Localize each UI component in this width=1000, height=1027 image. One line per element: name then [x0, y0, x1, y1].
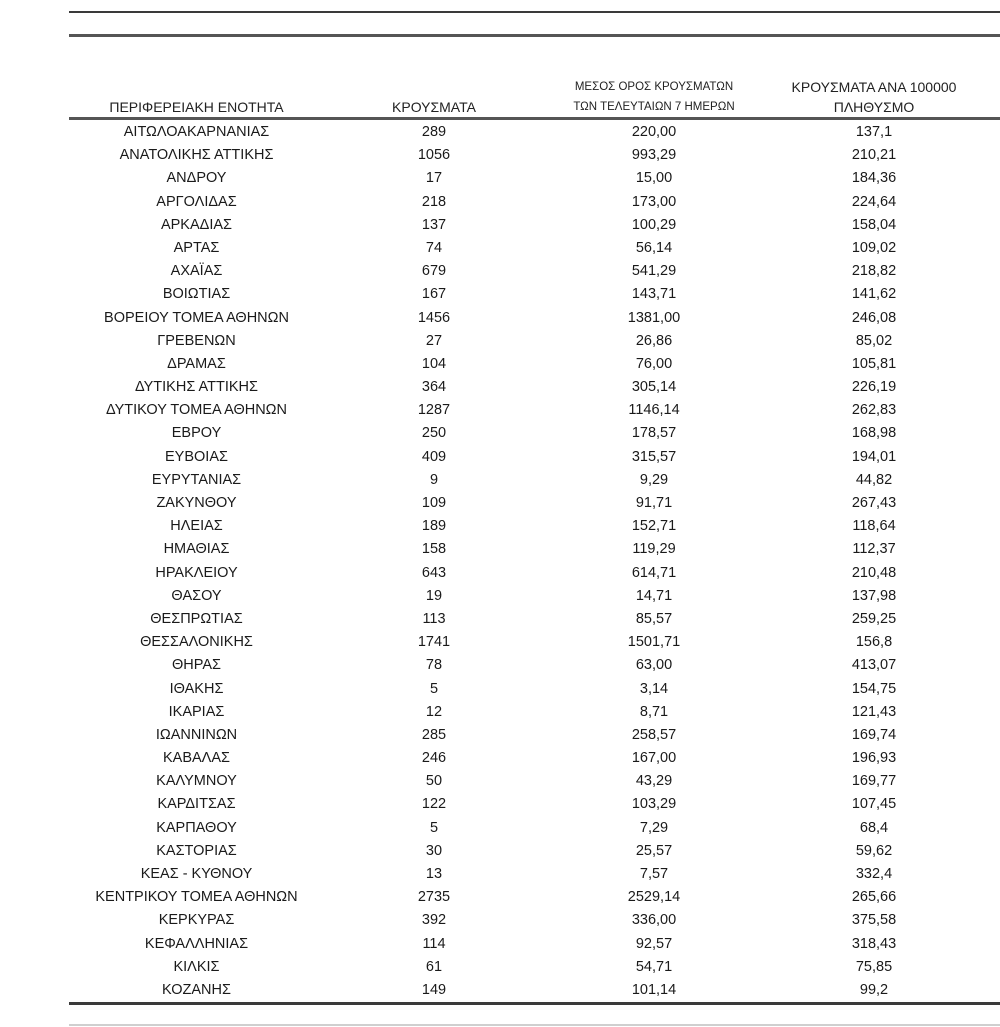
- cell-cases-per-100k: 210,48: [851, 564, 897, 581]
- cell-region: ΗΜΑΘΙΑΣ: [163, 541, 230, 558]
- cell-region: ΙΚΑΡΙΑΣ: [168, 703, 225, 720]
- cell-cases-per-100k: 194,01: [851, 448, 897, 465]
- cell-cases: 78: [425, 657, 443, 674]
- cell-cases: 5: [429, 680, 439, 697]
- cell-cases: 167: [421, 286, 447, 303]
- table-body: [69, 121, 1000, 1002]
- cell-region: ΘΕΣΣΑΛΟΝΙΚΗΣ: [140, 634, 253, 651]
- table-row: [69, 376, 1000, 399]
- cell-cases: 1056: [417, 147, 451, 164]
- cell-cases-per-100k: 226,19: [851, 379, 897, 396]
- table-row: [69, 608, 1000, 631]
- cell-cases-per-100k: 121,43: [851, 703, 897, 720]
- cell-cases-per-100k: 118,64: [852, 518, 896, 535]
- cell-cases-per-100k: 154,75: [851, 680, 897, 697]
- cell-cases-per-100k: 224,64: [851, 193, 897, 210]
- table-row: [69, 144, 1000, 167]
- cell-avg-7-days: 220,00: [631, 124, 677, 140]
- cell-avg-7-days: 7,57: [639, 866, 669, 882]
- table-row: [69, 283, 1000, 306]
- table-row: [69, 724, 1000, 747]
- cell-region: ΙΘΑΚΗΣ: [169, 680, 224, 697]
- cell-avg-7-days: 167,00: [631, 750, 677, 767]
- cell-cases: 27: [425, 332, 443, 349]
- cell-avg-7-days: 541,29: [631, 263, 677, 280]
- cell-region: ΕΥΡΥΤΑΝΙΑΣ: [151, 471, 242, 488]
- cell-cases-per-100k: 210,21: [851, 147, 897, 164]
- cell-region: ΔΥΤΙΚΗΣ ΑΤΤΙΚΗΣ: [135, 379, 258, 396]
- cell-region: ΚΕΦΑΛΛΗΝΙΑΣ: [144, 935, 249, 952]
- cell-region: ΚΑΒΑΛΑΣ: [162, 750, 230, 767]
- cell-avg-7-days: 258,57: [631, 726, 677, 743]
- cell-region: ΔΥΤΙΚΟΥ ΤΟΜΕΑ ΑΘΗΝΩΝ: [105, 402, 287, 419]
- cell-avg-7-days: 101,14: [631, 981, 677, 998]
- cell-region: ΗΡΑΚΛΕΙΟΥ: [155, 564, 238, 581]
- table-row: [69, 307, 1000, 330]
- table-row: [69, 330, 1000, 353]
- cell-cases: 250: [421, 425, 447, 442]
- cell-avg-7-days: 614,71: [631, 564, 677, 581]
- table-row: [69, 167, 1000, 190]
- cell-avg-7-days: 85,57: [635, 610, 673, 627]
- cell-cases: 113: [422, 610, 446, 627]
- cell-cases-per-100k: 246,08: [851, 309, 897, 326]
- cell-cases-per-100k: 168,98: [851, 425, 897, 442]
- table-row: [69, 121, 1000, 144]
- table-row: [69, 817, 1000, 840]
- table-row: [69, 956, 1000, 979]
- cell-region: ΚΙΛΚΙΣ: [173, 958, 220, 975]
- cell-cases: 218: [421, 193, 447, 210]
- cell-avg-7-days: 76,00: [635, 355, 673, 372]
- cell-avg-7-days: 25,57: [635, 842, 673, 859]
- table-row: [69, 909, 1000, 932]
- cell-cases-per-100k: 267,43: [851, 495, 897, 511]
- cell-region: ΚΕΑΣ - ΚΥΘΝΟΥ: [140, 866, 253, 882]
- cell-region: ΕΥΒΟΙΑΣ: [165, 448, 228, 465]
- cell-cases: 61: [425, 958, 443, 975]
- table-row: [69, 654, 1000, 677]
- cell-cases-per-100k: 107,45: [851, 796, 897, 813]
- header-underline: [69, 117, 1000, 120]
- table-row: [69, 886, 1000, 909]
- cell-region: ΚΟΖΑΝΗΣ: [162, 981, 231, 998]
- cell-cases: 246: [421, 750, 447, 767]
- header-cases-per-100k: [764, 77, 984, 117]
- cell-cases: 13: [425, 866, 443, 882]
- cell-region: ΕΒΡΟΥ: [171, 425, 222, 442]
- table-row: [69, 747, 1000, 770]
- cell-cases: 409: [421, 448, 447, 465]
- cell-avg-7-days: 100,29: [631, 216, 677, 233]
- cell-cases-per-100k: 265,66: [851, 889, 897, 906]
- cell-avg-7-days: 8,71: [639, 703, 669, 720]
- cell-region: ΘΗΡΑΣ: [172, 657, 221, 674]
- header-region: ΠΕΡΙΦΕΡΕΙΑΚΗ ΕΝΟΤΗΤΑ: [109, 99, 284, 115]
- cell-cases: 122: [421, 796, 447, 813]
- cell-cases-per-100k: 44,82: [855, 471, 893, 488]
- cell-cases-per-100k: 413,07: [851, 657, 897, 674]
- page-bottom-rule: [69, 1024, 1000, 1026]
- cell-cases: 50: [425, 773, 443, 790]
- cell-cases: 137: [421, 216, 447, 233]
- table-row: [69, 840, 1000, 863]
- table-header: [69, 70, 1000, 117]
- table-row: [69, 446, 1000, 469]
- cell-region: ΙΩΑΝΝΙΝΩΝ: [155, 726, 238, 743]
- cell-avg-7-days: 54,71: [635, 958, 673, 975]
- cell-cases-per-100k: 169,77: [851, 773, 897, 790]
- cell-avg-7-days: 1501,71: [627, 634, 681, 651]
- cell-region: ΚΑΛΥΜΝΟΥ: [156, 773, 237, 790]
- header-avg-line1: ΜΕΣΟΣ ΟΡΟΣ ΚΡΟΥΣΜΑΤΩΝ: [574, 81, 734, 93]
- cell-cases: 74: [425, 239, 443, 256]
- table-row: [69, 933, 1000, 956]
- table-row: [69, 492, 1000, 515]
- cell-region: ΚΕΡΚΥΡΑΣ: [158, 912, 235, 929]
- cell-cases: 289: [421, 124, 447, 140]
- cell-cases-per-100k: 262,83: [851, 402, 897, 419]
- cell-avg-7-days: 1381,00: [627, 309, 681, 326]
- table-row: [69, 422, 1000, 445]
- table-row: [69, 631, 1000, 654]
- cell-avg-7-days: 2529,14: [627, 889, 681, 906]
- cell-avg-7-days: 7,29: [639, 819, 669, 836]
- cell-cases-per-100k: 318,43: [851, 935, 897, 952]
- cell-region: ΚΑΡΠΑΘΟΥ: [156, 819, 237, 836]
- cell-region: ΑΝΔΡΟΥ: [166, 170, 227, 187]
- cell-avg-7-days: 43,29: [635, 773, 673, 790]
- cell-region: ΒΟΡΕΙΟΥ ΤΟΜΕΑ ΑΘΗΝΩΝ: [104, 309, 289, 326]
- table-row: [69, 515, 1000, 538]
- table-row: [69, 678, 1000, 701]
- cell-avg-7-days: 119,29: [632, 541, 676, 558]
- cell-cases: 1287: [417, 402, 451, 419]
- header-per100k-line2: ΠΛΗΘΥΣΜΟ: [833, 99, 915, 115]
- cell-avg-7-days: 143,71: [631, 286, 677, 303]
- cell-region: ΑΝΑΤΟΛΙΚΗΣ ΑΤΤΙΚΗΣ: [119, 147, 274, 164]
- table-row: [69, 562, 1000, 585]
- cell-region: ΘΑΣΟΥ: [171, 587, 222, 604]
- cell-cases-per-100k: 112,37: [852, 541, 896, 558]
- table-row: [69, 399, 1000, 422]
- cell-avg-7-days: 14,71: [635, 587, 673, 604]
- cell-cases: 5: [429, 819, 439, 836]
- cell-avg-7-days: 173,00: [631, 193, 677, 210]
- cell-avg-7-days: 315,57: [631, 448, 677, 465]
- cell-cases: 679: [421, 263, 447, 280]
- cell-cases: 109: [421, 495, 447, 511]
- cell-avg-7-days: 178,57: [631, 425, 677, 442]
- table-row: [69, 237, 1000, 260]
- cell-cases-per-100k: 375,58: [851, 912, 897, 929]
- cell-cases-per-100k: 259,25: [851, 610, 897, 627]
- cell-region: ΑΡΚΑΔΙΑΣ: [160, 216, 233, 233]
- table-row: [69, 353, 1000, 376]
- cell-cases: 189: [421, 518, 447, 535]
- cell-avg-7-days: 103,29: [631, 796, 677, 813]
- cell-avg-7-days: 92,57: [635, 935, 673, 952]
- cell-cases-per-100k: 184,36: [851, 170, 897, 187]
- cell-cases: 1741: [417, 634, 451, 651]
- cell-cases: 364: [421, 379, 447, 396]
- cell-region: ΓΡΕΒΕΝΩΝ: [157, 332, 236, 349]
- cell-cases-per-100k: 332,4: [855, 866, 893, 882]
- table-row: [69, 191, 1000, 214]
- cell-region: ΗΛΕΙΑΣ: [170, 518, 223, 535]
- table-row: [69, 260, 1000, 283]
- cell-cases: 1456: [417, 309, 451, 326]
- cell-cases-per-100k: 59,62: [855, 842, 893, 859]
- cell-cases: 30: [425, 842, 443, 859]
- table-top-rule: [69, 34, 1000, 37]
- header-avg-line2: ΤΩΝ ΤΕΛΕΥΤΑΙΩΝ 7 ΗΜΕΡΩΝ: [573, 101, 735, 113]
- table-row: [69, 585, 1000, 608]
- cell-cases-per-100k: 99,2: [859, 981, 889, 998]
- table-row: [69, 469, 1000, 492]
- cell-cases-per-100k: 169,74: [851, 726, 897, 743]
- cell-cases-per-100k: 141,62: [851, 286, 897, 303]
- cell-avg-7-days: 305,14: [631, 379, 677, 396]
- table-row: [69, 770, 1000, 793]
- cell-cases: 9: [429, 471, 439, 488]
- cell-region: ΒΟΙΩΤΙΑΣ: [162, 286, 231, 303]
- cell-region: ΘΕΣΠΡΩΤΙΑΣ: [150, 610, 243, 627]
- cell-cases: 12: [425, 703, 443, 720]
- header-per100k-line1: ΚΡΟΥΣΜΑΤΑ ΑΝΑ 100000: [791, 79, 957, 95]
- cell-avg-7-days: 993,29: [631, 147, 677, 164]
- cell-cases: 643: [421, 564, 447, 581]
- table-row: [69, 538, 1000, 561]
- header-avg-7-days: [539, 77, 769, 117]
- cell-cases-per-100k: 137,98: [851, 587, 897, 604]
- cell-cases: 392: [421, 912, 447, 929]
- cell-cases: 19: [425, 587, 443, 604]
- cell-cases: 114: [422, 935, 446, 952]
- table-row: [69, 863, 1000, 886]
- cell-region: ΚΑΡΔΙΤΣΑΣ: [157, 796, 236, 813]
- cell-cases: 2735: [417, 889, 451, 906]
- cell-avg-7-days: 63,00: [635, 657, 673, 674]
- cell-avg-7-days: 1146,14: [628, 402, 680, 419]
- cell-cases-per-100k: 75,85: [855, 958, 893, 975]
- cell-cases-per-100k: 109,02: [851, 239, 897, 256]
- table-row: [69, 793, 1000, 816]
- cell-region: ΑΙΤΩΛΟΑΚΑΡΝΑΝΙΑΣ: [123, 124, 270, 140]
- cell-cases: 149: [421, 981, 447, 998]
- cell-avg-7-days: 3,14: [639, 680, 669, 697]
- cell-avg-7-days: 152,71: [631, 518, 677, 535]
- cell-avg-7-days: 9,29: [639, 471, 669, 488]
- cell-avg-7-days: 91,71: [635, 495, 673, 511]
- table-row: [69, 979, 1000, 1002]
- cell-cases: 104: [421, 355, 447, 372]
- cell-cases-per-100k: 137,1: [855, 124, 893, 140]
- cell-cases-per-100k: 156,8: [855, 634, 893, 651]
- table-row: [69, 701, 1000, 724]
- cell-region: ΚΑΣΤΟΡΙΑΣ: [156, 842, 237, 859]
- cell-region: ΑΡΓΟΛΙΔΑΣ: [156, 193, 237, 210]
- cell-cases-per-100k: 158,04: [851, 216, 897, 233]
- cell-avg-7-days: 26,86: [635, 332, 673, 349]
- cell-cases: 285: [421, 726, 447, 743]
- cell-cases-per-100k: 68,4: [859, 819, 889, 836]
- cell-cases: 158: [421, 541, 447, 558]
- cell-region: ΔΡΑΜΑΣ: [167, 355, 226, 372]
- table-row: [69, 214, 1000, 237]
- top-rule: [69, 11, 1000, 13]
- cell-cases-per-100k: 105,81: [851, 355, 897, 372]
- cell-region: ΚΕΝΤΡΙΚΟΥ ΤΟΜΕΑ ΑΘΗΝΩΝ: [95, 889, 298, 906]
- cell-avg-7-days: 15,00: [635, 170, 673, 187]
- cell-cases-per-100k: 218,82: [851, 263, 897, 280]
- cell-cases-per-100k: 196,93: [851, 750, 897, 767]
- header-cases: ΚΡΟΥΣΜΑΤΑ: [392, 99, 476, 115]
- table-bottom-rule: [69, 1002, 1000, 1005]
- cell-avg-7-days: 56,14: [635, 239, 673, 256]
- cell-avg-7-days: 336,00: [631, 912, 677, 929]
- cell-region: ΖΑΚΥΝΘΟΥ: [156, 495, 237, 511]
- cell-cases-per-100k: 85,02: [855, 332, 893, 349]
- cell-cases: 17: [425, 170, 443, 187]
- cell-region: ΑΧΑΪΑΣ: [170, 263, 223, 280]
- cell-region: ΑΡΤΑΣ: [173, 239, 220, 256]
